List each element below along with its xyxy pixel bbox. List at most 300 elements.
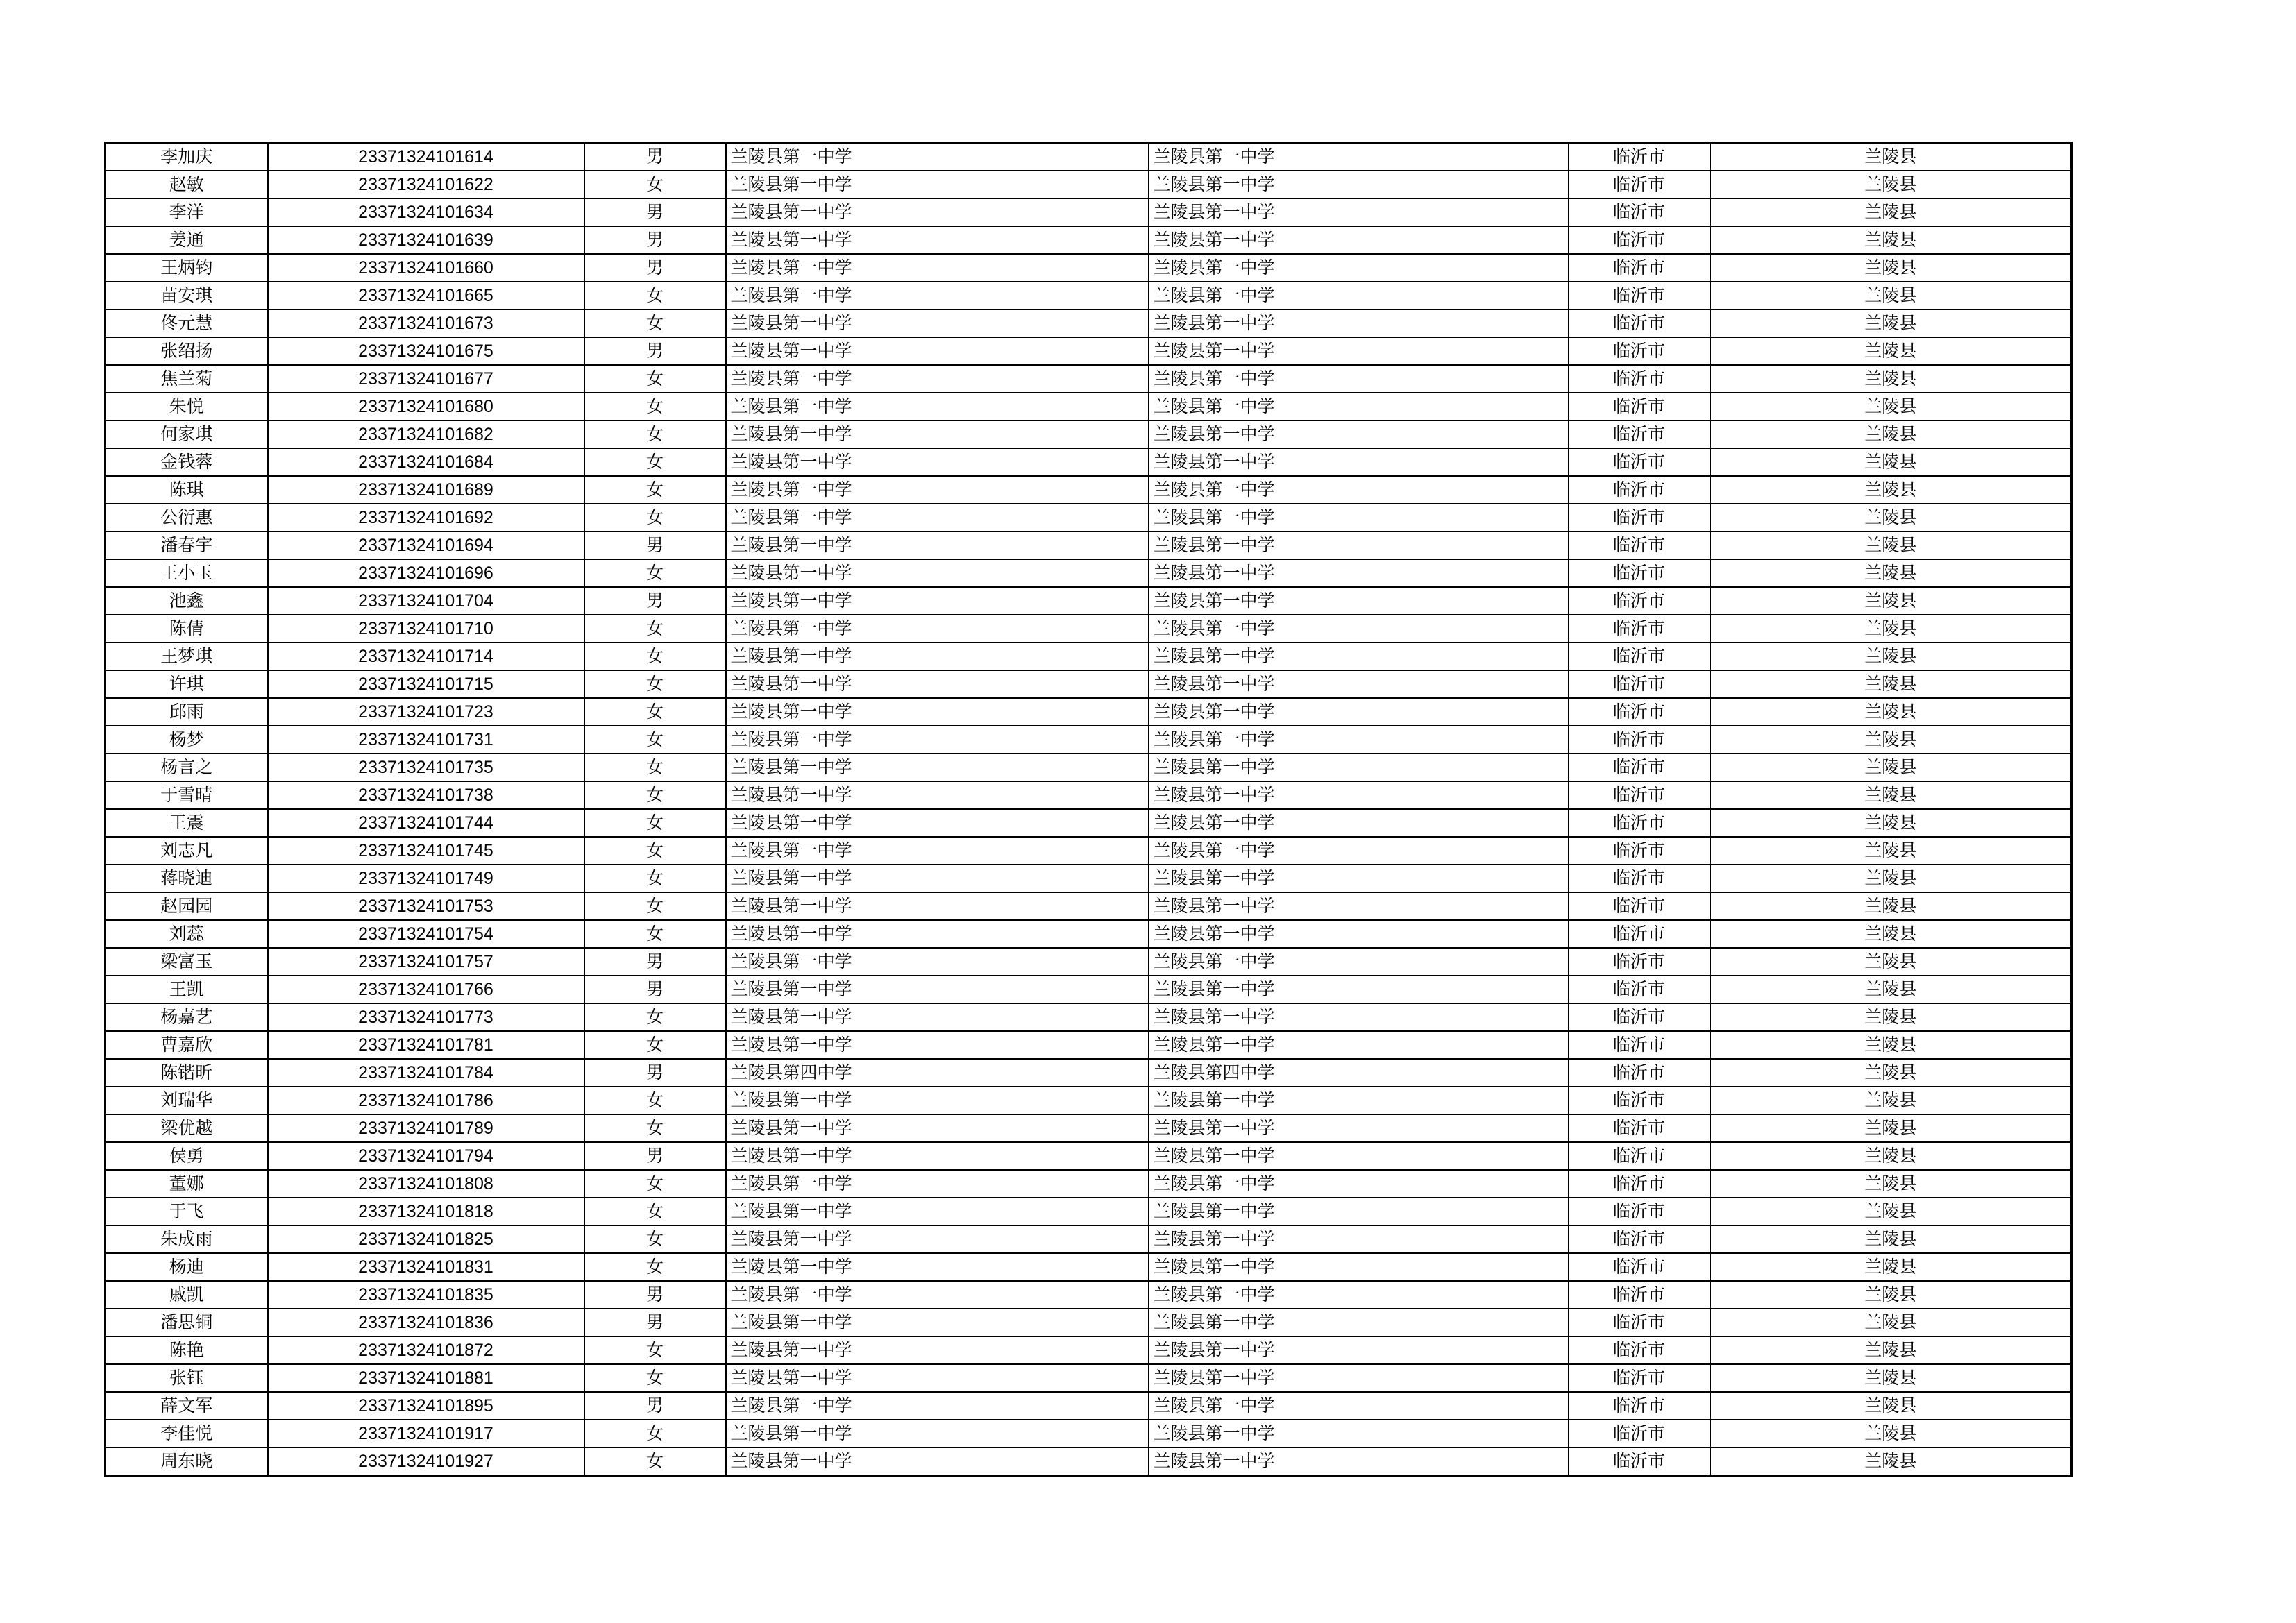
school-cell: 兰陵县第一中学 [726, 976, 1149, 1003]
county-cell: 兰陵县 [1710, 865, 2072, 892]
county-cell: 兰陵县 [1710, 1336, 2072, 1364]
gender-cell: 女 [584, 698, 726, 726]
table-row [105, 420, 2072, 448]
gender-cell: 男 [584, 1281, 726, 1309]
student-name-cell: 佟元慧 [105, 309, 268, 337]
student-name-cell: 张钰 [105, 1364, 268, 1392]
gender-cell: 男 [584, 226, 726, 254]
city-cell: 临沂市 [1569, 365, 1710, 393]
exam-number-cell: 23371324101694 [268, 532, 584, 559]
county-cell: 兰陵县 [1710, 309, 2072, 337]
school-cell-2: 兰陵县第一中学 [1149, 726, 1569, 754]
school-cell-2: 兰陵县第一中学 [1149, 254, 1569, 282]
school-cell-2: 兰陵县第一中学 [1149, 1420, 1569, 1447]
school-cell: 兰陵县第一中学 [726, 1364, 1149, 1392]
city-cell: 临沂市 [1569, 1336, 1710, 1364]
exam-number-cell: 23371324101789 [268, 1114, 584, 1142]
gender-cell: 女 [584, 754, 726, 781]
gender-cell: 女 [584, 1225, 726, 1253]
table-row [105, 365, 2072, 393]
city-cell: 临沂市 [1569, 615, 1710, 643]
city-cell: 临沂市 [1569, 1059, 1710, 1087]
school-cell: 兰陵县第一中学 [726, 920, 1149, 948]
student-name-cell: 王炳钧 [105, 254, 268, 282]
county-cell: 兰陵县 [1710, 1309, 2072, 1336]
school-cell-2: 兰陵县第一中学 [1149, 1003, 1569, 1031]
exam-number-cell: 23371324101689 [268, 476, 584, 504]
exam-number-cell: 23371324101836 [268, 1309, 584, 1336]
school-cell: 兰陵县第一中学 [726, 865, 1149, 892]
school-cell-2: 兰陵县第一中学 [1149, 809, 1569, 837]
gender-cell: 女 [584, 1031, 726, 1059]
city-cell: 临沂市 [1569, 1003, 1710, 1031]
city-cell: 临沂市 [1569, 948, 1710, 976]
county-cell: 兰陵县 [1710, 587, 2072, 615]
county-cell: 兰陵县 [1710, 1087, 2072, 1114]
city-cell: 临沂市 [1569, 1198, 1710, 1225]
exam-number-cell: 23371324101781 [268, 1031, 584, 1059]
table-row [105, 1253, 2072, 1281]
exam-number-cell: 23371324101773 [268, 1003, 584, 1031]
student-name-cell: 潘思铜 [105, 1309, 268, 1336]
student-name-cell: 李佳悦 [105, 1420, 268, 1447]
gender-cell: 女 [584, 670, 726, 698]
student-name-cell: 杨梦 [105, 726, 268, 754]
gender-cell: 女 [584, 809, 726, 837]
city-cell: 临沂市 [1569, 1447, 1710, 1476]
student-name-cell: 王小玉 [105, 559, 268, 587]
gender-cell: 女 [584, 920, 726, 948]
county-cell: 兰陵县 [1710, 1392, 2072, 1420]
exam-number-cell: 23371324101738 [268, 781, 584, 809]
city-cell: 临沂市 [1569, 1087, 1710, 1114]
county-cell: 兰陵县 [1710, 504, 2072, 532]
school-cell: 兰陵县第一中学 [726, 1336, 1149, 1364]
table-row [105, 976, 2072, 1003]
city-cell: 临沂市 [1569, 587, 1710, 615]
county-cell: 兰陵县 [1710, 532, 2072, 559]
table-row [105, 1281, 2072, 1309]
student-name-cell: 李加庆 [105, 143, 268, 171]
student-name-cell: 王凯 [105, 976, 268, 1003]
table-row [105, 1225, 2072, 1253]
school-cell: 兰陵县第一中学 [726, 309, 1149, 337]
table-row [105, 309, 2072, 337]
school-cell-2: 兰陵县第一中学 [1149, 226, 1569, 254]
student-name-cell: 刘蕊 [105, 920, 268, 948]
county-cell: 兰陵县 [1710, 615, 2072, 643]
school-cell-2: 兰陵县第一中学 [1149, 1281, 1569, 1309]
school-cell: 兰陵县第一中学 [726, 698, 1149, 726]
gender-cell: 女 [584, 1253, 726, 1281]
city-cell: 临沂市 [1569, 1253, 1710, 1281]
school-cell: 兰陵县第一中学 [726, 1198, 1149, 1225]
roster-table-body [105, 143, 2072, 1476]
gender-cell: 女 [584, 420, 726, 448]
exam-number-cell: 23371324101808 [268, 1170, 584, 1198]
gender-cell: 男 [584, 1142, 726, 1170]
school-cell: 兰陵县第一中学 [726, 726, 1149, 754]
school-cell: 兰陵县第一中学 [726, 1253, 1149, 1281]
county-cell: 兰陵县 [1710, 393, 2072, 420]
student-name-cell: 公衍惠 [105, 504, 268, 532]
county-cell: 兰陵县 [1710, 1281, 2072, 1309]
student-name-cell: 何家琪 [105, 420, 268, 448]
county-cell: 兰陵县 [1710, 948, 2072, 976]
school-cell: 兰陵县第一中学 [726, 1447, 1149, 1476]
county-cell: 兰陵县 [1710, 1253, 2072, 1281]
school-cell-2: 兰陵县第一中学 [1149, 559, 1569, 587]
table-row [105, 1447, 2072, 1476]
student-name-cell: 蒋晓迪 [105, 865, 268, 892]
student-name-cell: 赵敏 [105, 171, 268, 198]
school-cell-2: 兰陵县第一中学 [1149, 1170, 1569, 1198]
exam-number-cell: 23371324101818 [268, 1198, 584, 1225]
gender-cell: 女 [584, 559, 726, 587]
school-cell: 兰陵县第一中学 [726, 448, 1149, 476]
gender-cell: 女 [584, 1420, 726, 1447]
county-cell: 兰陵县 [1710, 1170, 2072, 1198]
school-cell-2: 兰陵县第一中学 [1149, 1225, 1569, 1253]
exam-number-cell: 23371324101881 [268, 1364, 584, 1392]
school-cell-2: 兰陵县第一中学 [1149, 837, 1569, 865]
school-cell-2: 兰陵县第一中学 [1149, 337, 1569, 365]
school-cell-2: 兰陵县第一中学 [1149, 1447, 1569, 1476]
city-cell: 临沂市 [1569, 1225, 1710, 1253]
county-cell: 兰陵县 [1710, 476, 2072, 504]
city-cell: 临沂市 [1569, 976, 1710, 1003]
school-cell: 兰陵县第一中学 [726, 948, 1149, 976]
student-name-cell: 刘志凡 [105, 837, 268, 865]
school-cell: 兰陵县第一中学 [726, 504, 1149, 532]
school-cell: 兰陵县第一中学 [726, 781, 1149, 809]
school-cell-2: 兰陵县第四中学 [1149, 1059, 1569, 1087]
table-row [105, 892, 2072, 920]
school-cell: 兰陵县第一中学 [726, 198, 1149, 226]
table-row [105, 1420, 2072, 1447]
county-cell: 兰陵县 [1710, 920, 2072, 948]
city-cell: 临沂市 [1569, 643, 1710, 670]
gender-cell: 男 [584, 254, 726, 282]
county-cell: 兰陵县 [1710, 892, 2072, 920]
table-row [105, 1336, 2072, 1364]
school-cell-2: 兰陵县第一中学 [1149, 1031, 1569, 1059]
student-name-cell: 陈锴昕 [105, 1059, 268, 1087]
school-cell-2: 兰陵县第一中学 [1149, 1198, 1569, 1225]
county-cell: 兰陵县 [1710, 698, 2072, 726]
table-row [105, 504, 2072, 532]
school-cell: 兰陵县第一中学 [726, 809, 1149, 837]
exam-number-cell: 23371324101715 [268, 670, 584, 698]
school-cell-2: 兰陵县第一中学 [1149, 1309, 1569, 1336]
school-cell: 兰陵县第一中学 [726, 892, 1149, 920]
county-cell: 兰陵县 [1710, 754, 2072, 781]
county-cell: 兰陵县 [1710, 1003, 2072, 1031]
table-row [105, 1170, 2072, 1198]
city-cell: 临沂市 [1569, 1170, 1710, 1198]
table-row [105, 282, 2072, 309]
city-cell: 临沂市 [1569, 670, 1710, 698]
student-name-cell: 杨嘉艺 [105, 1003, 268, 1031]
table-row [105, 143, 2072, 171]
student-name-cell: 李洋 [105, 198, 268, 226]
school-cell-2: 兰陵县第一中学 [1149, 365, 1569, 393]
exam-number-cell: 23371324101684 [268, 448, 584, 476]
school-cell-2: 兰陵县第一中学 [1149, 309, 1569, 337]
city-cell: 临沂市 [1569, 1364, 1710, 1392]
school-cell-2: 兰陵县第一中学 [1149, 976, 1569, 1003]
exam-number-cell: 23371324101622 [268, 171, 584, 198]
student-name-cell: 陈倩 [105, 615, 268, 643]
gender-cell: 女 [584, 393, 726, 420]
city-cell: 临沂市 [1569, 393, 1710, 420]
student-name-cell: 刘瑞华 [105, 1087, 268, 1114]
school-cell: 兰陵县第一中学 [726, 1420, 1149, 1447]
gender-cell: 男 [584, 337, 726, 365]
table-row [105, 726, 2072, 754]
exam-number-cell: 23371324101696 [268, 559, 584, 587]
exam-number-cell: 23371324101753 [268, 892, 584, 920]
table-row [105, 1142, 2072, 1170]
student-name-cell: 杨言之 [105, 754, 268, 781]
exam-number-cell: 23371324101735 [268, 754, 584, 781]
exam-number-cell: 23371324101754 [268, 920, 584, 948]
exam-number-cell: 23371324101745 [268, 837, 584, 865]
city-cell: 临沂市 [1569, 726, 1710, 754]
exam-number-cell: 23371324101917 [268, 1420, 584, 1447]
gender-cell: 男 [584, 1059, 726, 1087]
city-cell: 临沂市 [1569, 309, 1710, 337]
student-name-cell: 周东晓 [105, 1447, 268, 1476]
city-cell: 临沂市 [1569, 226, 1710, 254]
county-cell: 兰陵县 [1710, 337, 2072, 365]
exam-number-cell: 23371324101794 [268, 1142, 584, 1170]
school-cell: 兰陵县第一中学 [726, 476, 1149, 504]
county-cell: 兰陵县 [1710, 143, 2072, 171]
exam-number-cell: 23371324101831 [268, 1253, 584, 1281]
gender-cell: 女 [584, 781, 726, 809]
school-cell-2: 兰陵县第一中学 [1149, 171, 1569, 198]
table-row [105, 1059, 2072, 1087]
county-cell: 兰陵县 [1710, 282, 2072, 309]
school-cell: 兰陵县第一中学 [726, 226, 1149, 254]
table-row [105, 670, 2072, 698]
school-cell-2: 兰陵县第一中学 [1149, 754, 1569, 781]
student-name-cell: 朱成雨 [105, 1225, 268, 1253]
student-name-cell: 苗安琪 [105, 282, 268, 309]
school-cell-2: 兰陵县第一中学 [1149, 198, 1569, 226]
city-cell: 临沂市 [1569, 504, 1710, 532]
school-cell: 兰陵县第一中学 [726, 1281, 1149, 1309]
student-name-cell: 潘春宇 [105, 532, 268, 559]
exam-number-cell: 23371324101680 [268, 393, 584, 420]
school-cell-2: 兰陵县第一中学 [1149, 1253, 1569, 1281]
school-cell-2: 兰陵县第一中学 [1149, 1364, 1569, 1392]
city-cell: 临沂市 [1569, 254, 1710, 282]
exam-number-cell: 23371324101825 [268, 1225, 584, 1253]
gender-cell: 女 [584, 615, 726, 643]
county-cell: 兰陵县 [1710, 1420, 2072, 1447]
school-cell: 兰陵县第一中学 [726, 1392, 1149, 1420]
student-name-cell: 赵园园 [105, 892, 268, 920]
school-cell: 兰陵县第一中学 [726, 365, 1149, 393]
student-name-cell: 曹嘉欣 [105, 1031, 268, 1059]
table-row [105, 754, 2072, 781]
table-row [105, 1087, 2072, 1114]
school-cell-2: 兰陵县第一中学 [1149, 143, 1569, 171]
student-name-cell: 杨迪 [105, 1253, 268, 1281]
school-cell-2: 兰陵县第一中学 [1149, 1142, 1569, 1170]
gender-cell: 女 [584, 282, 726, 309]
city-cell: 临沂市 [1569, 1142, 1710, 1170]
student-name-cell: 朱悦 [105, 393, 268, 420]
school-cell: 兰陵县第一中学 [726, 643, 1149, 670]
gender-cell: 女 [584, 865, 726, 892]
table-row [105, 615, 2072, 643]
school-cell: 兰陵县第一中学 [726, 587, 1149, 615]
school-cell-2: 兰陵县第一中学 [1149, 948, 1569, 976]
school-cell: 兰陵县第一中学 [726, 1003, 1149, 1031]
table-row [105, 587, 2072, 615]
school-cell-2: 兰陵县第一中学 [1149, 532, 1569, 559]
city-cell: 临沂市 [1569, 198, 1710, 226]
city-cell: 临沂市 [1569, 920, 1710, 948]
city-cell: 临沂市 [1569, 892, 1710, 920]
gender-cell: 女 [584, 171, 726, 198]
table-row [105, 920, 2072, 948]
city-cell: 临沂市 [1569, 754, 1710, 781]
school-cell-2: 兰陵县第一中学 [1149, 448, 1569, 476]
table-row [105, 781, 2072, 809]
student-name-cell: 于飞 [105, 1198, 268, 1225]
exam-number-cell: 23371324101927 [268, 1447, 584, 1476]
school-cell: 兰陵县第一中学 [726, 1309, 1149, 1336]
gender-cell: 女 [584, 476, 726, 504]
school-cell: 兰陵县第一中学 [726, 337, 1149, 365]
student-name-cell: 张绍扬 [105, 337, 268, 365]
table-row [105, 532, 2072, 559]
exam-number-cell: 23371324101692 [268, 504, 584, 532]
student-name-cell: 董娜 [105, 1170, 268, 1198]
school-cell-2: 兰陵县第一中学 [1149, 420, 1569, 448]
gender-cell: 男 [584, 1392, 726, 1420]
city-cell: 临沂市 [1569, 559, 1710, 587]
city-cell: 临沂市 [1569, 837, 1710, 865]
table-row [105, 948, 2072, 976]
table-row [105, 559, 2072, 587]
county-cell: 兰陵县 [1710, 254, 2072, 282]
student-name-cell: 陈琪 [105, 476, 268, 504]
county-cell: 兰陵县 [1710, 1447, 2072, 1476]
exam-number-cell: 23371324101723 [268, 698, 584, 726]
school-cell-2: 兰陵县第一中学 [1149, 587, 1569, 615]
gender-cell: 男 [584, 948, 726, 976]
school-cell: 兰陵县第一中学 [726, 254, 1149, 282]
county-cell: 兰陵县 [1710, 1031, 2072, 1059]
school-cell-2: 兰陵县第一中学 [1149, 643, 1569, 670]
exam-number-cell: 23371324101757 [268, 948, 584, 976]
school-cell: 兰陵县第一中学 [726, 615, 1149, 643]
city-cell: 临沂市 [1569, 1114, 1710, 1142]
school-cell-2: 兰陵县第一中学 [1149, 698, 1569, 726]
school-cell-2: 兰陵县第一中学 [1149, 504, 1569, 532]
gender-cell: 女 [584, 892, 726, 920]
gender-cell: 女 [584, 1336, 726, 1364]
exam-number-cell: 23371324101634 [268, 198, 584, 226]
school-cell: 兰陵县第一中学 [726, 171, 1149, 198]
city-cell: 临沂市 [1569, 143, 1710, 171]
school-cell: 兰陵县第一中学 [726, 670, 1149, 698]
gender-cell: 男 [584, 587, 726, 615]
county-cell: 兰陵县 [1710, 1364, 2072, 1392]
school-cell: 兰陵县第一中学 [726, 420, 1149, 448]
exam-number-cell: 23371324101614 [268, 143, 584, 171]
county-cell: 兰陵县 [1710, 365, 2072, 393]
city-cell: 临沂市 [1569, 1031, 1710, 1059]
city-cell: 临沂市 [1569, 1281, 1710, 1309]
student-name-cell: 焦兰菊 [105, 365, 268, 393]
gender-cell: 女 [584, 1198, 726, 1225]
county-cell: 兰陵县 [1710, 670, 2072, 698]
exam-number-cell: 23371324101660 [268, 254, 584, 282]
county-cell: 兰陵县 [1710, 726, 2072, 754]
city-cell: 临沂市 [1569, 781, 1710, 809]
table-row [105, 1003, 2072, 1031]
school-cell: 兰陵县第一中学 [726, 1170, 1149, 1198]
county-cell: 兰陵县 [1710, 559, 2072, 587]
city-cell: 临沂市 [1569, 809, 1710, 837]
exam-number-cell: 23371324101731 [268, 726, 584, 754]
school-cell: 兰陵县第一中学 [726, 282, 1149, 309]
city-cell: 临沂市 [1569, 282, 1710, 309]
student-name-cell: 薛文军 [105, 1392, 268, 1420]
gender-cell: 女 [584, 726, 726, 754]
gender-cell: 女 [584, 365, 726, 393]
city-cell: 临沂市 [1569, 171, 1710, 198]
city-cell: 临沂市 [1569, 1309, 1710, 1336]
county-cell: 兰陵县 [1710, 448, 2072, 476]
exam-number-cell: 23371324101677 [268, 365, 584, 393]
table-row [105, 809, 2072, 837]
school-cell: 兰陵县第四中学 [726, 1059, 1149, 1087]
school-cell-2: 兰陵县第一中学 [1149, 1336, 1569, 1364]
school-cell: 兰陵县第一中学 [726, 143, 1149, 171]
gender-cell: 男 [584, 976, 726, 1003]
school-cell: 兰陵县第一中学 [726, 393, 1149, 420]
exam-number-cell: 23371324101682 [268, 420, 584, 448]
table-row [105, 476, 2072, 504]
county-cell: 兰陵县 [1710, 198, 2072, 226]
table-row [105, 393, 2072, 420]
gender-cell: 女 [584, 1003, 726, 1031]
student-name-cell: 陈艳 [105, 1336, 268, 1364]
city-cell: 临沂市 [1569, 1420, 1710, 1447]
gender-cell: 女 [584, 1087, 726, 1114]
school-cell-2: 兰陵县第一中学 [1149, 615, 1569, 643]
city-cell: 临沂市 [1569, 448, 1710, 476]
school-cell: 兰陵县第一中学 [726, 559, 1149, 587]
student-name-cell: 戚凯 [105, 1281, 268, 1309]
city-cell: 临沂市 [1569, 420, 1710, 448]
gender-cell: 男 [584, 1309, 726, 1336]
table-row [105, 698, 2072, 726]
county-cell: 兰陵县 [1710, 1059, 2072, 1087]
school-cell-2: 兰陵县第一中学 [1149, 892, 1569, 920]
county-cell: 兰陵县 [1710, 1142, 2072, 1170]
gender-cell: 女 [584, 837, 726, 865]
school-cell: 兰陵县第一中学 [726, 1114, 1149, 1142]
school-cell: 兰陵县第一中学 [726, 754, 1149, 781]
